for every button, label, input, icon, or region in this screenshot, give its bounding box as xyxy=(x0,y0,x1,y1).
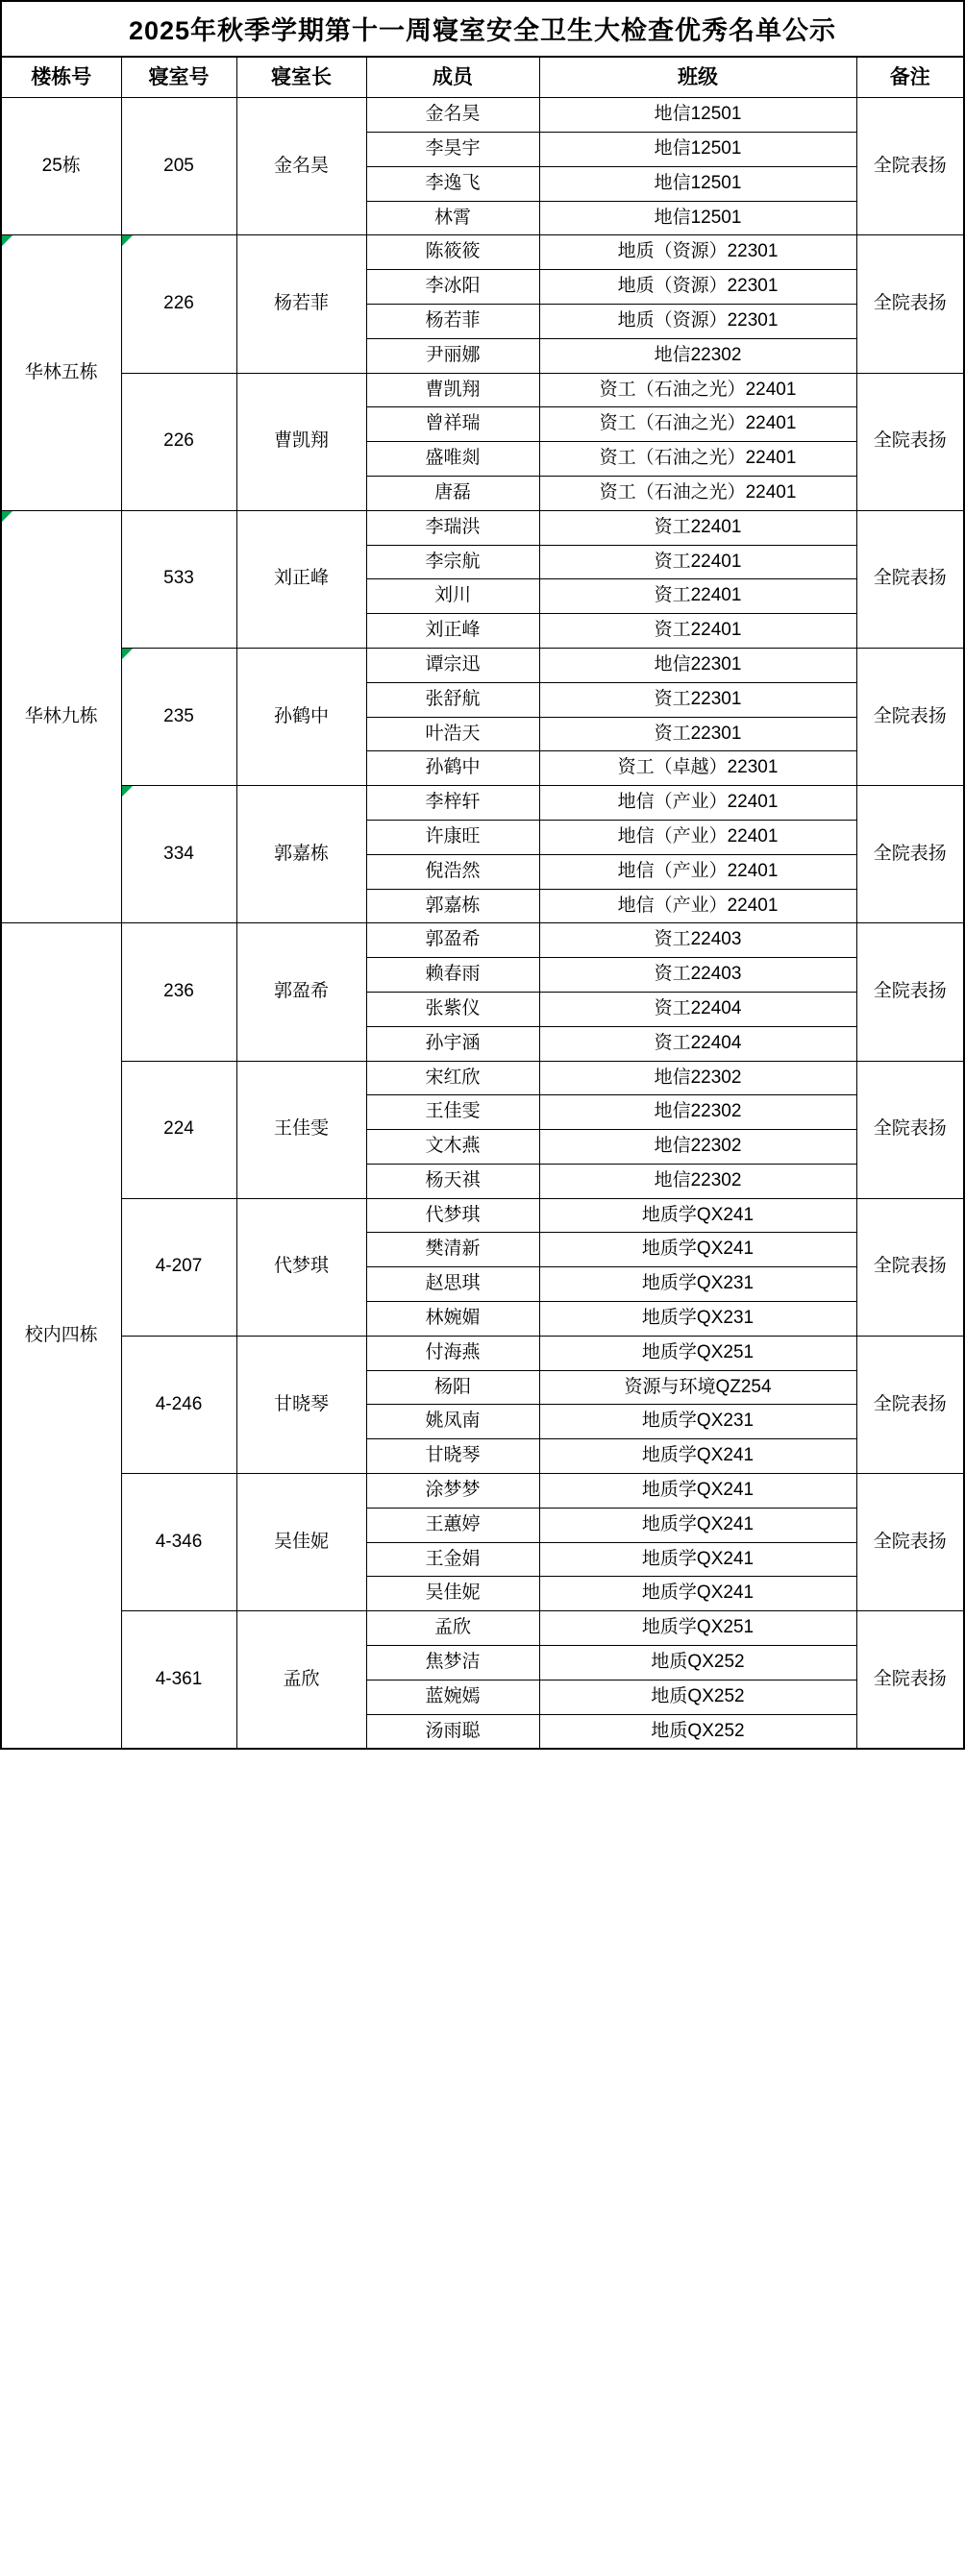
cell-class: 地质学QX241 xyxy=(539,1439,856,1474)
cell-class: 地质（资源）22301 xyxy=(539,304,856,338)
cell-class: 地质学QX231 xyxy=(539,1267,856,1302)
cell-dorm-head: 郭嘉栋 xyxy=(236,786,366,923)
cell-room-number: 235 xyxy=(121,648,236,785)
cell-member-name: 谭宗迅 xyxy=(366,648,539,682)
cell-building: 华林九栋 xyxy=(1,510,121,923)
cell-class: 地信22302 xyxy=(539,1164,856,1198)
table-row xyxy=(1,510,964,545)
cell-class: 地信22302 xyxy=(539,1130,856,1165)
cell-class: 资工22301 xyxy=(539,717,856,751)
cell-member-name: 尹丽娜 xyxy=(366,338,539,373)
dorm-inspection-table xyxy=(0,56,965,1750)
table-row xyxy=(1,235,964,270)
cell-note: 全院表扬 xyxy=(856,235,964,373)
cell-class: 地质学QX241 xyxy=(539,1508,856,1542)
cell-class: 地质学QX251 xyxy=(539,1336,856,1370)
cell-member-name: 涂梦梦 xyxy=(366,1474,539,1509)
column-header-note: 备注 xyxy=(856,57,964,98)
cell-class: 地信（产业）22401 xyxy=(539,786,856,821)
column-header-room: 寝室号 xyxy=(121,57,236,98)
cell-member-name: 姚凤南 xyxy=(366,1405,539,1439)
cell-room-number: 205 xyxy=(121,98,236,235)
table-row xyxy=(1,923,964,958)
cell-class: 地信（产业）22401 xyxy=(539,820,856,854)
cell-class: 地质QX252 xyxy=(539,1680,856,1714)
table-row xyxy=(1,1336,964,1370)
cell-class: 资工22401 xyxy=(539,579,856,614)
cell-class: 资工22401 xyxy=(539,510,856,545)
cell-member-name: 陈筱筱 xyxy=(366,235,539,270)
column-header-dorm-head: 寝室长 xyxy=(236,57,366,98)
cell-class: 地质学QX241 xyxy=(539,1577,856,1611)
cell-member-name: 郭盈希 xyxy=(366,923,539,958)
cell-class: 资工22404 xyxy=(539,992,856,1026)
cell-class: 地质学QX241 xyxy=(539,1474,856,1509)
cell-note: 全院表扬 xyxy=(856,786,964,923)
cell-room-number: 236 xyxy=(121,923,236,1061)
cell-member-name: 林霄 xyxy=(366,201,539,235)
cell-room-number: 334 xyxy=(121,786,236,923)
cell-member-name: 李冰阳 xyxy=(366,270,539,305)
cell-member-name: 孙鹤中 xyxy=(366,751,539,786)
table-header-row xyxy=(1,57,964,98)
table-body xyxy=(1,98,964,1750)
cell-class: 资工22403 xyxy=(539,923,856,958)
cell-class: 地信12501 xyxy=(539,201,856,235)
cell-class: 资工22301 xyxy=(539,682,856,717)
cell-class: 地信22301 xyxy=(539,648,856,682)
cell-room-number: 4-207 xyxy=(121,1198,236,1336)
cell-member-name: 倪浩然 xyxy=(366,854,539,889)
cell-class: 地信（产业）22401 xyxy=(539,854,856,889)
cell-room-number: 226 xyxy=(121,235,236,373)
cell-member-name: 甘晓琴 xyxy=(366,1439,539,1474)
cell-class: 地信22302 xyxy=(539,338,856,373)
cell-member-name: 李宗航 xyxy=(366,545,539,579)
cell-room-number: 224 xyxy=(121,1061,236,1198)
cell-dorm-head: 杨若菲 xyxy=(236,235,366,373)
table-row xyxy=(1,1611,964,1646)
column-header-class: 班级 xyxy=(539,57,856,98)
cell-note: 全院表扬 xyxy=(856,373,964,510)
cell-member-name: 盛唯剡 xyxy=(366,442,539,477)
cell-member-name: 李昊宇 xyxy=(366,132,539,166)
cell-room-number: 4-361 xyxy=(121,1611,236,1750)
cell-member-name: 张舒航 xyxy=(366,682,539,717)
cell-room-number: 4-346 xyxy=(121,1474,236,1611)
cell-member-name: 杨天祺 xyxy=(366,1164,539,1198)
cell-note: 全院表扬 xyxy=(856,923,964,1061)
cell-building: 校内四栋 xyxy=(1,923,121,1750)
cell-dorm-head: 刘正峰 xyxy=(236,510,366,648)
cell-class: 地质QX252 xyxy=(539,1714,856,1749)
table-row xyxy=(1,373,964,407)
cell-member-name: 郭嘉栋 xyxy=(366,889,539,923)
cell-class: 地质学QX241 xyxy=(539,1198,856,1233)
cell-note: 全院表扬 xyxy=(856,510,964,648)
table-row xyxy=(1,786,964,821)
cell-member-name: 王佳雯 xyxy=(366,1095,539,1130)
cell-dorm-head: 王佳雯 xyxy=(236,1061,366,1198)
cell-class: 地质学QX251 xyxy=(539,1611,856,1646)
cell-member-name: 许康旺 xyxy=(366,820,539,854)
cell-note: 全院表扬 xyxy=(856,648,964,785)
cell-member-name: 代梦琪 xyxy=(366,1198,539,1233)
cell-note: 全院表扬 xyxy=(856,1061,964,1198)
cell-dorm-head: 甘晓琴 xyxy=(236,1336,366,1473)
cell-note: 全院表扬 xyxy=(856,1198,964,1336)
cell-member-name: 曹凯翔 xyxy=(366,373,539,407)
cell-member-name: 刘正峰 xyxy=(366,614,539,649)
cell-member-name: 赵思琪 xyxy=(366,1267,539,1302)
cell-member-name: 王蕙婷 xyxy=(366,1508,539,1542)
cell-member-name: 蓝婉嫣 xyxy=(366,1680,539,1714)
table-row xyxy=(1,1061,964,1095)
cell-member-name: 唐磊 xyxy=(366,476,539,510)
cell-class: 地质学QX241 xyxy=(539,1233,856,1267)
cell-member-name: 刘川 xyxy=(366,579,539,614)
cell-member-name: 吴佳妮 xyxy=(366,1577,539,1611)
cell-class: 地信22302 xyxy=(539,1061,856,1095)
table-row xyxy=(1,98,964,133)
table-row xyxy=(1,648,964,682)
cell-member-name: 付海燕 xyxy=(366,1336,539,1370)
cell-building: 华林五栋 xyxy=(1,235,121,510)
cell-member-name: 樊清新 xyxy=(366,1233,539,1267)
cell-building: 25栋 xyxy=(1,98,121,235)
cell-class: 资工（石油之光）22401 xyxy=(539,442,856,477)
cell-dorm-head: 代梦琪 xyxy=(236,1198,366,1336)
cell-class: 地质（资源）22301 xyxy=(539,235,856,270)
cell-member-name: 文木燕 xyxy=(366,1130,539,1165)
cell-class: 地信12501 xyxy=(539,98,856,133)
cell-member-name: 杨阳 xyxy=(366,1370,539,1405)
cell-class: 资工22401 xyxy=(539,545,856,579)
cell-class: 地质学QX241 xyxy=(539,1542,856,1577)
cell-class: 资工22404 xyxy=(539,1026,856,1061)
cell-room-number: 533 xyxy=(121,510,236,648)
cell-dorm-head: 孙鹤中 xyxy=(236,648,366,785)
cell-class: 地信12501 xyxy=(539,132,856,166)
cell-note: 全院表扬 xyxy=(856,1336,964,1473)
cell-class: 地质QX252 xyxy=(539,1646,856,1681)
cell-dorm-head: 金名昊 xyxy=(236,98,366,235)
cell-class: 地质（资源）22301 xyxy=(539,270,856,305)
cell-member-name: 杨若菲 xyxy=(366,304,539,338)
cell-class: 资工22401 xyxy=(539,614,856,649)
cell-member-name: 林婉媚 xyxy=(366,1302,539,1337)
cell-class: 资工（石油之光）22401 xyxy=(539,373,856,407)
page-title: 2025年秋季学期第十一周寝室安全卫生大检查优秀名单公示 xyxy=(0,0,965,56)
cell-note: 全院表扬 xyxy=(856,98,964,235)
cell-class: 地信（产业）22401 xyxy=(539,889,856,923)
cell-member-name: 孟欣 xyxy=(366,1611,539,1646)
cell-member-name: 叶浩天 xyxy=(366,717,539,751)
table-row xyxy=(1,1474,964,1509)
cell-member-name: 孙宇涵 xyxy=(366,1026,539,1061)
cell-note: 全院表扬 xyxy=(856,1474,964,1611)
table-row xyxy=(1,1198,964,1233)
cell-dorm-head: 郭盈希 xyxy=(236,923,366,1061)
cell-member-name: 金名昊 xyxy=(366,98,539,133)
cell-member-name: 焦梦洁 xyxy=(366,1646,539,1681)
cell-dorm-head: 孟欣 xyxy=(236,1611,366,1750)
cell-member-name: 李梓轩 xyxy=(366,786,539,821)
cell-class: 地质学QX231 xyxy=(539,1405,856,1439)
cell-class: 资源与环境QZ254 xyxy=(539,1370,856,1405)
cell-class: 地质学QX231 xyxy=(539,1302,856,1337)
cell-member-name: 宋红欣 xyxy=(366,1061,539,1095)
cell-member-name: 李逸飞 xyxy=(366,166,539,201)
cell-member-name: 张紫仪 xyxy=(366,992,539,1026)
cell-room-number: 4-246 xyxy=(121,1336,236,1473)
cell-member-name: 李瑞洪 xyxy=(366,510,539,545)
cell-member-name: 汤雨聪 xyxy=(366,1714,539,1749)
cell-dorm-head: 曹凯翔 xyxy=(236,373,366,510)
column-header-building: 楼栋号 xyxy=(1,57,121,98)
cell-class: 资工22403 xyxy=(539,958,856,993)
cell-class: 资工（石油之光）22401 xyxy=(539,476,856,510)
cell-class: 地信22302 xyxy=(539,1095,856,1130)
cell-member-name: 曾祥瑞 xyxy=(366,407,539,442)
column-header-member: 成员 xyxy=(366,57,539,98)
cell-note: 全院表扬 xyxy=(856,1611,964,1750)
cell-member-name: 王金娟 xyxy=(366,1542,539,1577)
cell-class: 地信12501 xyxy=(539,166,856,201)
cell-room-number: 226 xyxy=(121,373,236,510)
cell-class: 资工（石油之光）22401 xyxy=(539,407,856,442)
cell-member-name: 赖春雨 xyxy=(366,958,539,993)
cell-dorm-head: 吴佳妮 xyxy=(236,1474,366,1611)
cell-class: 资工（卓越）22301 xyxy=(539,751,856,786)
